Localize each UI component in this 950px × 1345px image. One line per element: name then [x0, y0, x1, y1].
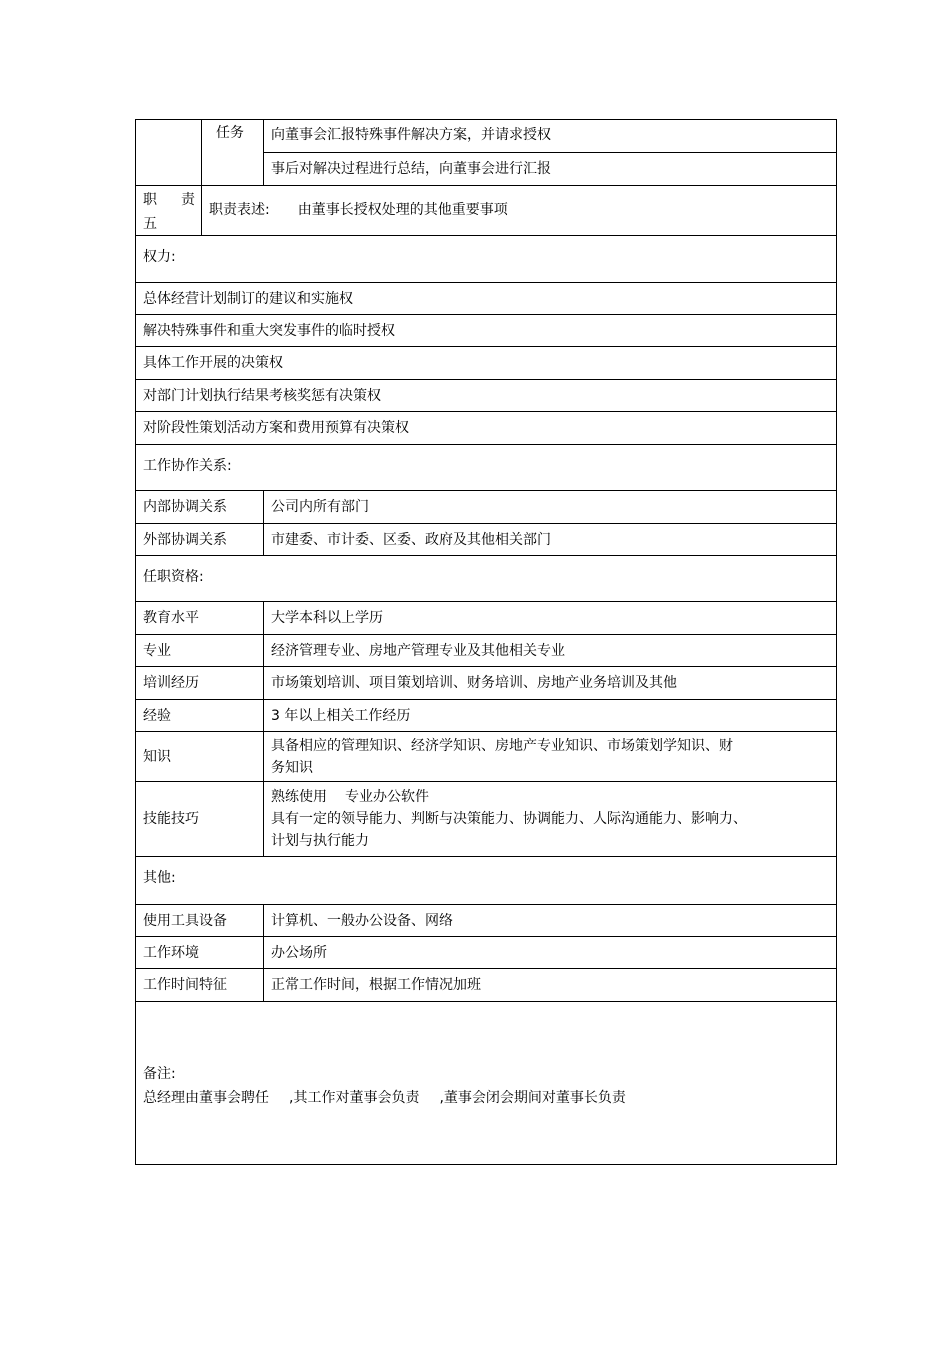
authority-item: 对阶段性策划活动方案和费用预算有决策权 — [143, 420, 409, 436]
qualification-value — [264, 782, 836, 856]
other-row — [135, 936, 837, 968]
knowledge-line: 务知识 — [271, 759, 313, 776]
task-label: 任务 — [202, 120, 264, 185]
authority-item: 总体经营计划制订的建议和实施权 — [143, 290, 353, 307]
authority-row — [135, 346, 837, 379]
relation-label: 外部协调关系 — [136, 524, 264, 555]
qualification-label: 技能技巧 — [136, 782, 264, 856]
other-heading-row — [135, 856, 837, 904]
relation-label: 内部协调关系 — [136, 491, 264, 523]
other-row — [135, 904, 837, 936]
skills-line: 具有一定的领导能力、判断与决策能力、协调能力、人际沟通能力、影响力、 — [271, 811, 747, 827]
remark-row — [135, 1001, 837, 1165]
duty-label-char: 职 — [143, 192, 157, 208]
remark-block — [136, 1002, 836, 1110]
duty-description-label: 职责表述: — [209, 202, 270, 218]
remark-label: 备注: — [143, 1066, 176, 1082]
qualification-row — [135, 601, 837, 634]
qualification-value: 大学本科以上学历 — [271, 610, 383, 626]
authority-item: 具体工作开展的决策权 — [143, 355, 283, 371]
other-label: 使用工具设备 — [136, 905, 264, 936]
qualification-label: 专业 — [136, 635, 264, 666]
qualification-row — [135, 634, 837, 666]
authority-item: 对部门计划执行结果考核奖惩有决策权 — [143, 387, 381, 404]
duty-five-block — [135, 119, 837, 235]
remark-part: ,其工作对董事会负责 — [289, 1090, 420, 1106]
authority-item: 解决特殊事件和重大突发事件的临时授权 — [143, 322, 395, 339]
empty-cell — [136, 120, 202, 185]
qualification-value: 市场策划培训、项目策划培训、财务培训、房地产业务培训及其他 — [271, 675, 677, 691]
authority-row — [135, 314, 837, 346]
section-heading: 任职资格: — [143, 569, 204, 585]
relations-heading-row — [135, 444, 837, 490]
qualification-value — [264, 732, 836, 781]
section-heading: 权力: — [143, 249, 176, 265]
remark-text — [143, 1086, 829, 1110]
task-item: 向董事会汇报特殊事件解决方案，并请求授权 — [264, 120, 836, 153]
qualification-value: 3 年以上相关工作经历 — [271, 707, 411, 724]
authority-row — [135, 379, 837, 411]
qualification-row — [135, 666, 837, 699]
skills-line — [271, 786, 747, 808]
section-heading: 工作协作关系: — [143, 458, 232, 474]
section-heading: 其他: — [143, 870, 176, 886]
remark-part: 总经理由董事会聘任 — [143, 1090, 269, 1106]
skills-text: 专业办公软件 — [345, 789, 429, 805]
relation-row — [135, 523, 837, 555]
relation-row — [135, 490, 837, 523]
qualification-label: 经验 — [136, 700, 264, 731]
task-item: 事后对解决过程进行总结，向董事会进行汇报 — [271, 161, 551, 177]
qualification-label: 教育水平 — [136, 602, 264, 634]
qualification-row — [135, 699, 837, 731]
other-value: 正常工作时间，根据工作情况加班 — [271, 977, 481, 993]
authority-row — [135, 282, 837, 314]
relation-value: 公司内所有部门 — [271, 499, 369, 515]
duty-number-label — [136, 185, 202, 236]
qualification-row — [135, 781, 837, 856]
duty-description — [202, 185, 836, 236]
qualification-label: 培训经历 — [136, 667, 264, 699]
job-description-table — [135, 119, 837, 1165]
other-label: 工作环境 — [136, 937, 264, 968]
remark-part: ,董事会闭会期间对董事长负责 — [439, 1090, 626, 1106]
other-row — [135, 968, 837, 1001]
skills-text: 熟练使用 — [271, 789, 327, 805]
other-value: 办公场所 — [271, 944, 327, 961]
knowledge-line: 具备相应的管理知识、经济学知识、房地产专业知识、市场策划学知识、财 — [271, 737, 733, 754]
duty-left-column — [136, 120, 202, 236]
duty-label-char: 责 — [181, 192, 195, 208]
relation-value: 市建委、市计委、区委、政府及其他相关部门 — [271, 531, 551, 548]
qualification-value: 经济管理专业、房地产管理专业及其他相关专业 — [271, 642, 565, 659]
other-value: 计算机、一般办公设备、网络 — [271, 912, 453, 929]
skills-line: 计划与执行能力 — [271, 833, 369, 849]
qualifications-heading-row — [135, 555, 837, 601]
qualification-label: 知识 — [136, 732, 264, 781]
authority-heading-row — [135, 235, 837, 282]
authority-row — [135, 411, 837, 444]
duty-description-text: 由董事长授权处理的其他重要事项 — [297, 202, 508, 218]
duty-label-char: 五 — [143, 216, 157, 232]
qualification-row — [135, 731, 837, 781]
other-label: 工作时间特征 — [136, 969, 264, 1001]
